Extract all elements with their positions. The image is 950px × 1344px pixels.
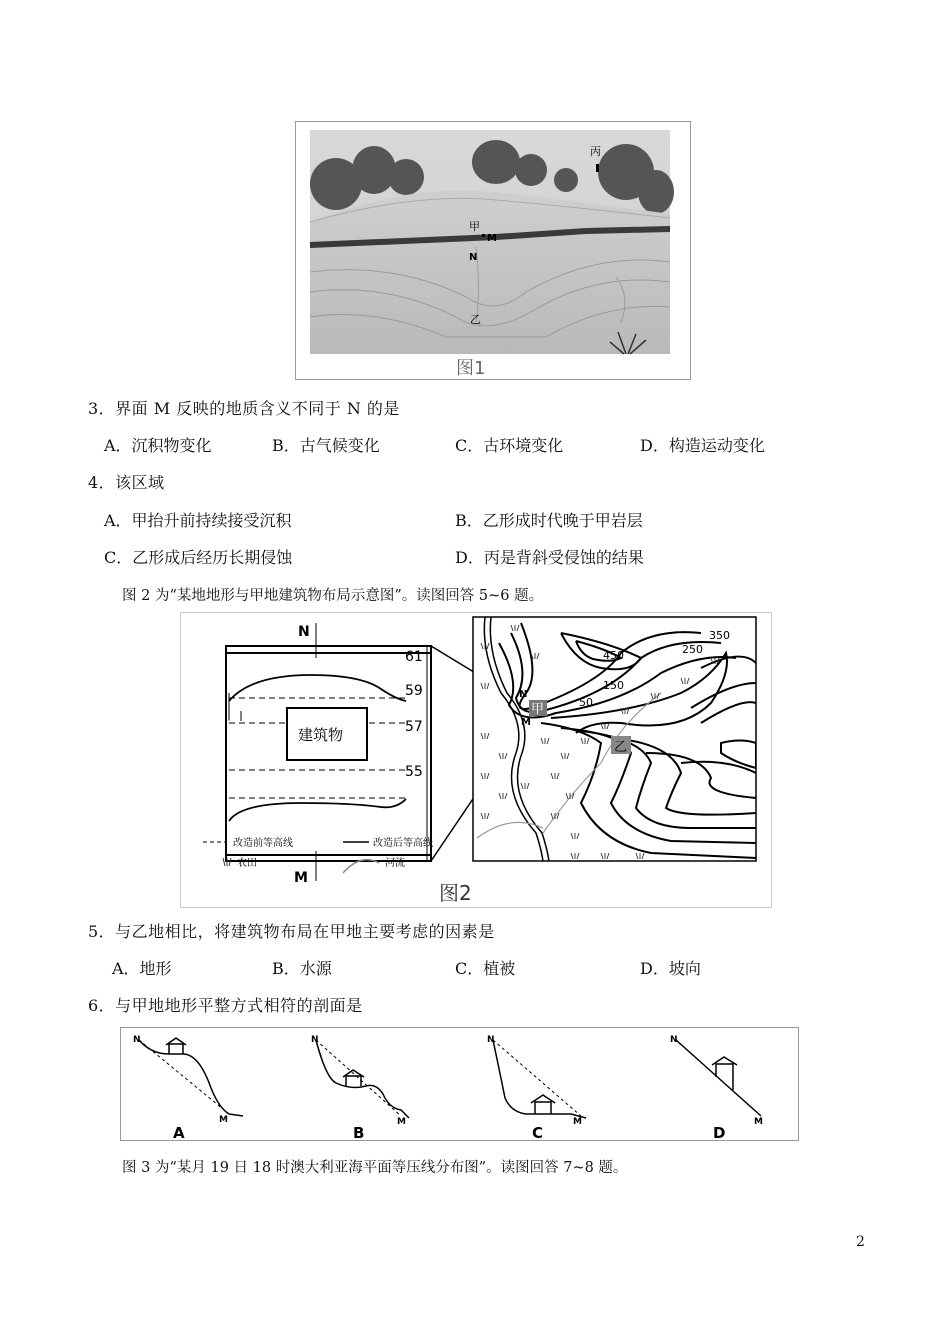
q5-option-b[interactable]: B．水源	[272, 959, 332, 978]
q3-option-a[interactable]: A．沉积物变化	[104, 436, 212, 455]
fig1-label-bing: 丙	[590, 145, 601, 158]
q4-option-b[interactable]: B．乙形成时代晚于甲岩层	[455, 511, 643, 530]
q4-option-c[interactable]: C．乙形成后经历长期侵蚀	[104, 548, 293, 567]
question-4-stem: 4．该区域	[88, 473, 165, 492]
legend-river: 河流	[385, 858, 405, 869]
profile-d[interactable]	[670, 1035, 763, 1140]
figure-2-intro: 图 2 为“某地地形与甲地建筑物布局示意图”。读图回答 5~6 题。	[122, 588, 544, 604]
profile-c-n: N	[487, 1035, 495, 1045]
profile-c[interactable]	[487, 1035, 586, 1140]
fig1-label-jia: 甲	[469, 220, 480, 233]
inset-building-label: 建筑物	[298, 726, 344, 744]
map-contour-50: 50	[579, 696, 593, 709]
profile-c-m: M	[573, 1117, 582, 1127]
figure-2	[180, 612, 772, 908]
figure-2-caption: 图2	[439, 881, 472, 905]
q3-option-d[interactable]: D．构造运动变化	[640, 436, 765, 455]
profile-a-m: M	[219, 1115, 228, 1125]
map-label-n: N	[519, 689, 528, 700]
q4-option-d[interactable]: D．丙是背斜受侵蚀的结果	[455, 548, 644, 567]
fig1-label-yi: 乙	[470, 313, 481, 326]
profile-a-n: N	[133, 1035, 141, 1045]
profile-options	[121, 1028, 798, 1140]
inset-contour-61: 61	[405, 649, 423, 665]
figure-1	[295, 121, 691, 380]
inset-label-m: M	[294, 870, 308, 886]
page-number: 2	[856, 1234, 865, 1250]
map-label-jia: 甲	[531, 702, 545, 717]
figure-3-intro: 图 3 为“某月 19 日 18 时澳大利亚海平面等压线分布图”。读图回答 7~8 题。	[122, 1160, 628, 1176]
figure-2-diagram	[181, 613, 771, 907]
inset-contour-55: 55	[405, 764, 423, 780]
question-3-stem: 3．界面 M 反映的地质含义不同于 N 的是	[88, 399, 400, 418]
profile-b-m: M	[397, 1117, 406, 1127]
q3-option-c[interactable]: C．古环境变化	[455, 436, 564, 455]
profile-d-m: M	[754, 1117, 763, 1127]
profile-figure	[120, 1027, 799, 1141]
legend-farmland: 农田	[237, 858, 257, 869]
question-5-stem: 5．与乙地相比，将建筑物布局在甲地主要考虑的因素是	[88, 922, 495, 941]
inset-contour-59: 59	[405, 683, 423, 699]
profile-a-label: A	[173, 1124, 185, 1140]
fig1-label-m: M	[487, 233, 497, 244]
fig1-caption: 图1	[456, 358, 486, 379]
inset-contour-57: 57	[405, 719, 423, 735]
profile-a[interactable]	[133, 1035, 243, 1140]
profile-c-label: C	[532, 1124, 544, 1140]
profile-b-n: N	[311, 1035, 319, 1045]
figure-1-photo	[296, 122, 690, 379]
legend-after: 改造后等高线	[373, 838, 433, 849]
q5-option-c[interactable]: C．植被	[455, 959, 516, 978]
map-contour-350: 350	[709, 629, 730, 642]
profile-b[interactable]	[311, 1035, 409, 1140]
profile-d-n: N	[670, 1035, 678, 1045]
map-contour-450: 450	[603, 649, 624, 662]
q5-option-a[interactable]: A．地形	[112, 959, 172, 978]
profile-b-label: B	[353, 1124, 365, 1140]
legend-before: 改造前等高线	[233, 838, 293, 849]
map-label-yi: 乙	[614, 740, 628, 755]
fig1-label-n: N	[469, 252, 478, 263]
question-6-stem: 6．与甲地地形平整方式相符的剖面是	[88, 996, 363, 1015]
topographic-map	[473, 617, 756, 861]
q3-option-b[interactable]: B．古气候变化	[272, 436, 380, 455]
q5-option-d[interactable]: D．坡向	[640, 959, 701, 978]
profile-d-label: D	[713, 1124, 726, 1140]
inset-label-n: N	[298, 624, 310, 640]
map-contour-150: 150	[603, 679, 624, 692]
map-contour-250: 250	[682, 643, 703, 656]
q4-option-a[interactable]: A．甲抬升前持续接受沉积	[104, 511, 292, 530]
map-label-m: M	[521, 717, 531, 728]
